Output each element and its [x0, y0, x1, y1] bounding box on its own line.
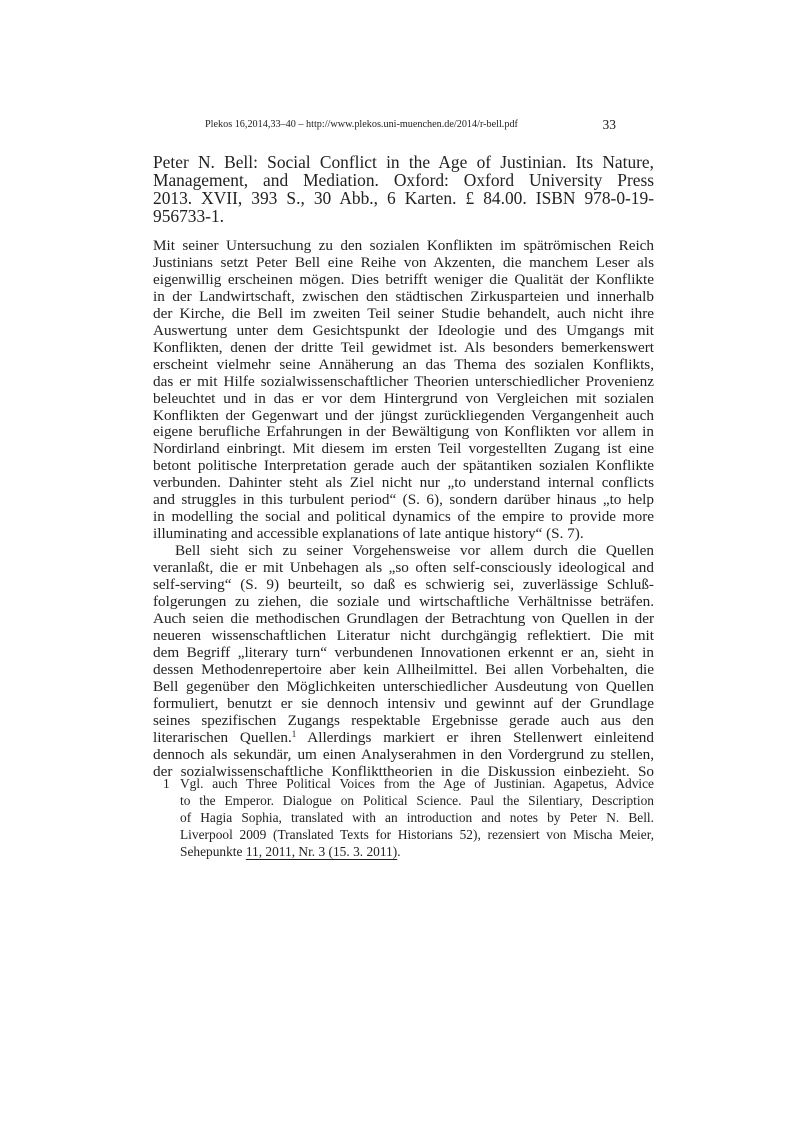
footnote-marker[interactable]: 1	[291, 728, 297, 739]
text-line: Justinians setzt Peter Bell eine Reihe von Akzenten, die manchem Leser als	[153, 253, 654, 271]
text-line: Konflikten der Gegenwart und der jüngst zurückliegenden Vergangenheit auch	[153, 406, 654, 424]
footnote-line: Liverpool 2009 (Translated Texts for Historians 52), rezensiert von Mischa Meier,	[180, 826, 654, 842]
text-line: Bell gegenüber den Möglichkeiten unterschiedlicher Ausdeutung von Quellen	[153, 677, 654, 695]
text-line: dem Begriff „literary turn“ verbundenen Innovationen erkennt er an, sieht in	[153, 643, 654, 661]
text-line: and struggles in this turbulent period“ (S. 6), sondern darüber hinaus „to help	[153, 491, 654, 509]
text-line: das er mit Hilfe sozialwissenschaftlicher Theorien unterschiedlicher Provenienz	[153, 372, 654, 390]
text-line: beleuchtet und in das er vor dem Hintergrund von Vergleichen mit sozialen	[153, 389, 654, 407]
text-line: der sozialwissenschaftliche Konflikttheorien in die Diskussion einbezieht. So	[153, 762, 654, 780]
text-line: Nordirland einbringt. Mit diesem im ersten Teil vorgestellten Zugang ist eine	[153, 440, 654, 458]
footnote-line: Vgl. auch Three Political Voices from the Age of Justinian. Agapetus, Advice	[180, 776, 654, 791]
text-segment: Allerdings markiert er ihren Stellenwert einleitend	[296, 728, 654, 746]
text-line: illuminating and accessible explanations of late antique history“ (S. 7).	[153, 525, 584, 543]
text-line	[153, 730, 654, 747]
text-line: erscheint vielmehr seine Annäherung an das Thema des sozialen Konflikts,	[153, 355, 654, 373]
text-line: in der Landwirtschaft, zwischen den städtischen Zirkusparteien und innerhalb	[153, 287, 654, 305]
running-header	[150, 119, 616, 135]
title-line: Peter N. Bell: Social Conflict in the Age of Justinian. Its Nature,	[153, 152, 654, 172]
title-line: Management, and Mediation. Oxford: Oxford University Press	[153, 170, 654, 190]
text-line: Mit seiner Untersuchung zu den sozialen Konflikten im spätrömischen Reich	[153, 237, 654, 254]
text-line: der Kirche, die Bell im zweiten Teil seiner Studie behandelt, auch nicht ihre	[153, 304, 654, 322]
text-line: neueren wissenschaftlichen Literatur nicht durchgängig reflektiert. Die mit	[153, 626, 654, 644]
footnote-text	[180, 776, 654, 861]
text-line: veranlaßt, die er mit Unbehagen als „so often self-consciously ideological and	[153, 559, 654, 577]
title-line: 2013. XVII, 393 S., 30 Abb., 6 Karten. £ 84.00. ISBN 978-0-19-	[153, 188, 654, 208]
footnote-line: of Hagia Sophia, translated with an introduction and notes by Peter N. Bell.	[180, 809, 654, 825]
text-line: seines spezifischen Zugangs respektable Ergebnisse gerade auch aus den	[153, 711, 654, 729]
text-line: in modelling the social and political dynamics of the empire to provide more	[153, 508, 654, 526]
page-number: 33	[602, 117, 616, 132]
text-line: dennoch als sekundär, um einen Analyserahmen in den Vordergrund zu stellen,	[153, 745, 654, 763]
text-line: Konflikten, denen der dritte Teil gewidmet ist. Als besonders bemerkenswert	[153, 338, 654, 356]
footnote-line: to the Emperor. Dialogue on Political Science. Paul the Silentiary, Description	[180, 792, 654, 808]
body-text	[153, 238, 654, 781]
text-segment: Sehepunkte	[180, 843, 246, 859]
text-line: dessen Methodenrepertoire aber kein Allheilmittel. Bei allen Vorbehalten, die	[153, 660, 654, 678]
text-line: formuliert, benutzt er sie dennoch intensiv und gewinnt auf der Grundlage	[153, 694, 654, 712]
footnote-line	[180, 844, 654, 861]
paragraph-2	[153, 543, 654, 780]
text-line: verbunden. Dahinter steht als Ziel nicht nur „to understand internal conflicts	[153, 474, 654, 492]
paragraph-1	[153, 238, 654, 543]
text-line: betont politische Interpretation gerade auch der spätantiken sozialen Konflikte	[153, 457, 654, 475]
text-line: eigenwillig erscheinen mögen. Dies betrifft weniger die Qualität der Konflikte	[153, 270, 654, 288]
footnote-1	[153, 776, 654, 861]
text-line: folgerungen zu ziehen, die soziale und wirtschaftliche Verhältnisse beträfen.	[153, 593, 654, 611]
text-line: self-serving“ (S. 9) beurteilt, so daß es schwierig sei, zuverlässige Schluß-	[153, 576, 654, 594]
text-line: eigene berufliche Erfahrungen in der Bewältigung von Konflikten vor allem in	[153, 423, 654, 441]
text-line: Bell sieht sich zu seiner Vorgehensweise vor allem durch die Quellen	[175, 542, 654, 560]
text-segment: .	[397, 843, 401, 859]
text-segment: literarischen Quellen.	[153, 728, 292, 746]
footnote-number: 1	[163, 776, 170, 791]
sehepunkte-link[interactable]: 11, 2011, Nr. 3 (15. 3. 2011)	[245, 843, 398, 859]
title-line: 956733-1.	[153, 206, 225, 226]
text-line: Auswertung unter dem Gesichtspunkt der Ideologie und des Umgangs mit	[153, 321, 654, 339]
text-line: Auch seien die methodischen Grundlagen der Betrachtung von Quellen in der	[153, 609, 654, 627]
review-title	[153, 153, 654, 225]
running-head: Plekos 16,2014,33–40 – http://www.plekos.uni-muenchen.de/2014/r-bell.pdf	[205, 119, 518, 130]
